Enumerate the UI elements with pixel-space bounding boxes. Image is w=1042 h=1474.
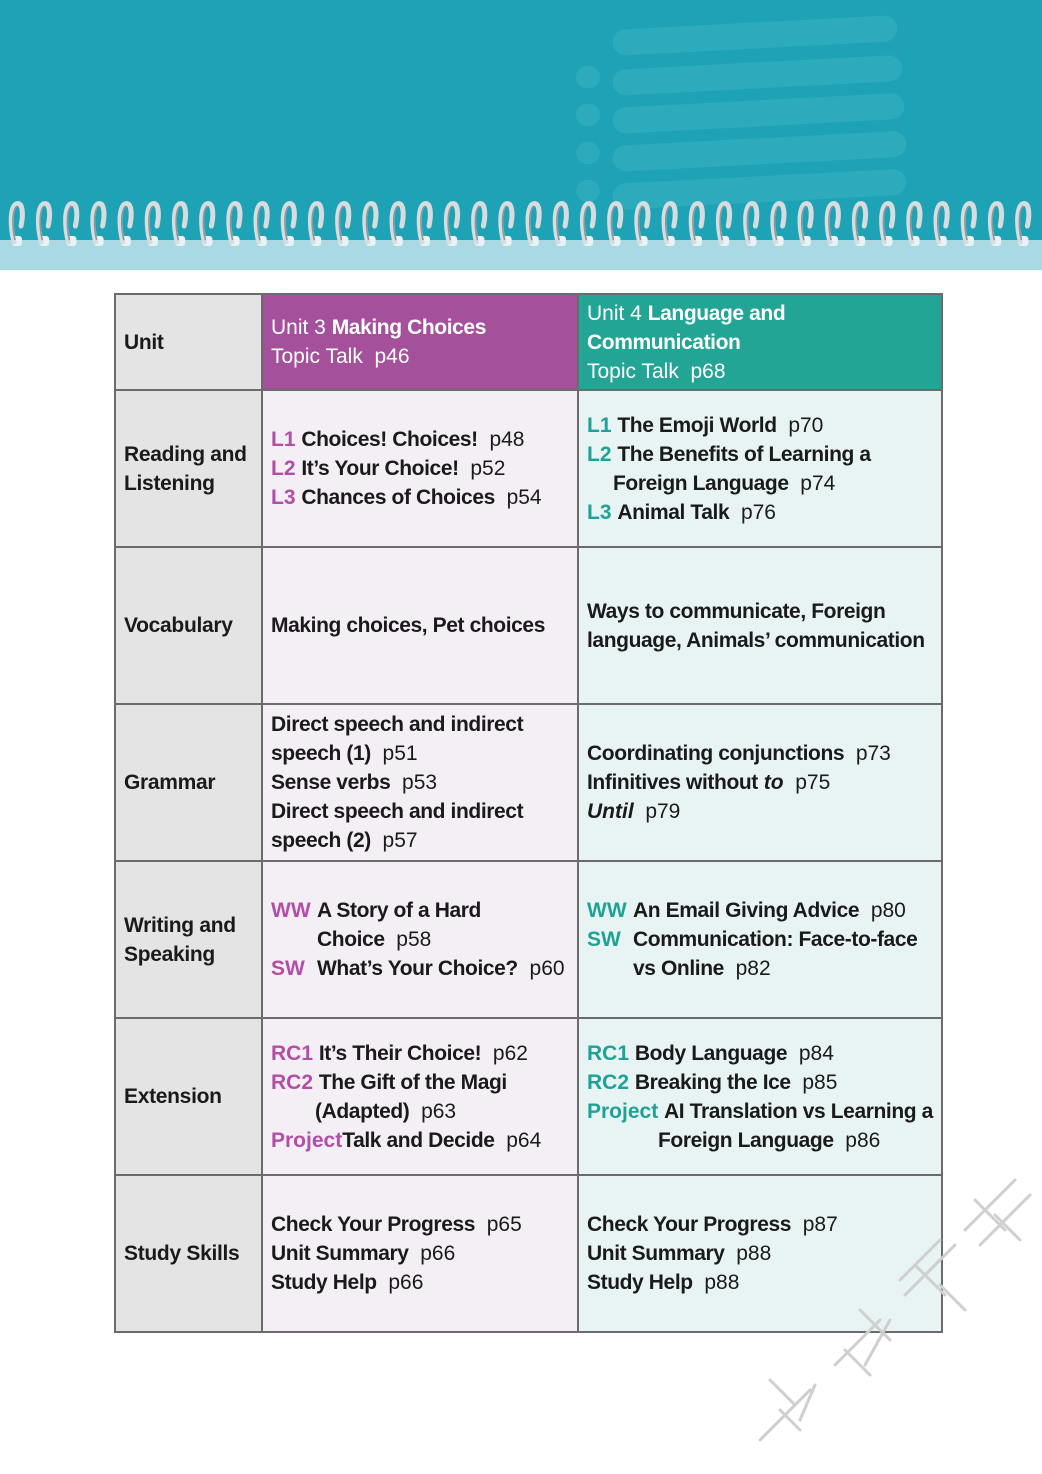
lesson-title: The Gift of the Magi bbox=[318, 1070, 507, 1094]
spiral-ring bbox=[909, 204, 920, 246]
study-label: Study Skills bbox=[124, 1242, 240, 1265]
spiral-binding-icon bbox=[0, 196, 1042, 254]
list-item bbox=[271, 483, 569, 512]
lesson-title: Communication: Face-to-face bbox=[633, 928, 918, 951]
page-number: p66 bbox=[388, 1271, 424, 1294]
list-item bbox=[271, 1239, 569, 1268]
page-number: p73 bbox=[855, 742, 891, 765]
reading-label-line2: Listening bbox=[124, 471, 215, 495]
spiral-ring bbox=[582, 204, 593, 246]
unit3-extension-cell bbox=[262, 1018, 578, 1175]
spiral-ring bbox=[310, 204, 321, 246]
reading-label-line1: Reading and bbox=[124, 442, 247, 466]
spiral-ring bbox=[38, 204, 49, 246]
spiral-ring bbox=[1018, 204, 1029, 246]
unit3-topic-talk: Topic Talk bbox=[271, 345, 363, 368]
spiral-ring bbox=[746, 204, 757, 246]
row-label-unit bbox=[115, 294, 262, 390]
table-row-unit bbox=[115, 294, 942, 390]
lesson-title-cont: Choice bbox=[317, 928, 385, 951]
grammar-item: Direct speech and indirect bbox=[271, 800, 524, 823]
spiral-ring bbox=[637, 204, 648, 246]
study-item: Check Your Progress bbox=[587, 1213, 792, 1236]
lesson-title-cont: vs Online bbox=[633, 957, 724, 980]
unit3-writing-cell bbox=[262, 861, 578, 1018]
list-item bbox=[587, 1039, 933, 1068]
page-number: p65 bbox=[486, 1213, 522, 1236]
page-number: p70 bbox=[788, 413, 824, 437]
unit4-topic-page: p68 bbox=[690, 359, 726, 383]
spiral-ring bbox=[501, 204, 512, 246]
lesson-code: L2 bbox=[587, 442, 612, 466]
page-number: p52 bbox=[470, 457, 506, 480]
lesson-title: It’s Your Choice! bbox=[301, 457, 459, 480]
lesson-title: The Benefits of Learning a bbox=[617, 442, 871, 466]
list-item bbox=[271, 1039, 569, 1068]
lesson-code: WW bbox=[271, 899, 311, 922]
spiral-ring bbox=[664, 204, 675, 246]
spiral-ring bbox=[66, 204, 77, 246]
list-item bbox=[587, 411, 933, 440]
spiral-ring bbox=[555, 204, 566, 246]
unit3-topic-page: p46 bbox=[374, 345, 410, 368]
unit3-reading-cell bbox=[262, 390, 578, 547]
unit4-reading-cell bbox=[578, 390, 942, 547]
lesson-code: WW bbox=[587, 899, 627, 922]
lesson-title-cont: Foreign Language bbox=[613, 471, 789, 495]
unit4-title: Language and Communication bbox=[587, 301, 786, 354]
grammar-item: Coordinating conjunctions bbox=[587, 742, 845, 765]
study-item: Study Help bbox=[587, 1271, 693, 1294]
page-number: p64 bbox=[506, 1128, 542, 1152]
vocabulary-label: Vocabulary bbox=[124, 614, 233, 637]
page-number: p63 bbox=[421, 1099, 457, 1123]
writing-label-line2: Speaking bbox=[124, 942, 215, 966]
page-number: p88 bbox=[704, 1271, 740, 1294]
spiral-ring bbox=[936, 204, 947, 246]
lesson-title: Body Language bbox=[634, 1041, 788, 1065]
lesson-title: Animal Talk bbox=[617, 500, 730, 524]
page-number: p75 bbox=[795, 771, 831, 794]
study-item: Check Your Progress bbox=[271, 1213, 476, 1236]
row-label-writing bbox=[115, 861, 262, 1018]
page-number: p84 bbox=[798, 1041, 834, 1065]
spiral-ring bbox=[800, 204, 811, 246]
page-number: p82 bbox=[735, 957, 771, 980]
study-item: Study Help bbox=[271, 1271, 377, 1294]
list-item-continuation bbox=[587, 469, 933, 498]
spiral-ring bbox=[963, 204, 974, 246]
unit4-topic-talk: Topic Talk bbox=[587, 359, 679, 383]
spiral-ring bbox=[854, 204, 865, 246]
grammar-item: Sense verbs bbox=[271, 771, 391, 794]
lesson-code: L3 bbox=[587, 500, 612, 524]
vocabulary-text-line2: language, Animals’ communication bbox=[587, 628, 925, 652]
lesson-title: What’s Your Choice? bbox=[317, 957, 518, 980]
grammar-item-italic: to bbox=[763, 771, 784, 794]
table-row-extension bbox=[115, 1018, 942, 1175]
lesson-title: Breaking the Ice bbox=[634, 1070, 791, 1094]
lesson-code: Project bbox=[271, 1128, 343, 1152]
lesson-title: Chances of Choices bbox=[301, 486, 495, 509]
list-item bbox=[587, 1068, 933, 1097]
vocabulary-text-line1: Ways to communicate, Foreign bbox=[587, 599, 886, 623]
unit4-header bbox=[578, 294, 942, 390]
lesson-title-cont: Foreign Language bbox=[658, 1128, 834, 1152]
unit-label: Unit bbox=[124, 330, 164, 354]
lesson-title: Talk and Decide bbox=[342, 1128, 495, 1152]
page-number: p88 bbox=[736, 1242, 772, 1265]
page-number: p80 bbox=[870, 899, 906, 922]
list-item bbox=[271, 1268, 569, 1297]
spiral-ring bbox=[773, 204, 784, 246]
spiral-ring bbox=[882, 204, 893, 246]
lesson-code: RC2 bbox=[587, 1070, 630, 1094]
lesson-code: SW bbox=[271, 957, 305, 980]
page-number: p58 bbox=[396, 928, 432, 951]
unit4-vocabulary-cell bbox=[578, 547, 942, 704]
unit3-vocabulary-cell bbox=[262, 547, 578, 704]
table-row-vocabulary bbox=[115, 547, 942, 704]
spiral-ring bbox=[474, 204, 485, 246]
grammar-item: Direct speech and indirect bbox=[271, 713, 524, 736]
watermark-logo bbox=[740, 1170, 1040, 1460]
spiral-ring bbox=[202, 204, 213, 246]
page-number: p79 bbox=[645, 800, 681, 823]
spiral-ring bbox=[11, 204, 22, 246]
row-label-study bbox=[115, 1175, 262, 1332]
lesson-title-cont: (Adapted) bbox=[315, 1099, 410, 1123]
lesson-code: RC2 bbox=[271, 1070, 314, 1094]
vocabulary-text: Making choices, Pet choices bbox=[271, 614, 545, 637]
page-number: p51 bbox=[382, 742, 418, 765]
list-item bbox=[271, 454, 569, 483]
page-number: p57 bbox=[382, 829, 418, 852]
grammar-item-cont: speech (1) bbox=[271, 742, 371, 765]
unit3-prefix: Unit 3 bbox=[271, 316, 326, 339]
row-label-vocabulary bbox=[115, 547, 262, 704]
spiral-ring bbox=[120, 204, 131, 246]
list-item bbox=[271, 1210, 569, 1239]
writing-label-line1: Writing and bbox=[124, 913, 236, 937]
spiral-ring bbox=[338, 204, 349, 246]
list-item bbox=[587, 1097, 933, 1126]
spiral-ring bbox=[419, 204, 430, 246]
table-row-grammar bbox=[115, 704, 942, 861]
spiral-ring bbox=[365, 204, 376, 246]
page-number: p48 bbox=[489, 428, 525, 451]
lesson-code: L3 bbox=[271, 486, 296, 509]
extension-label: Extension bbox=[124, 1085, 222, 1108]
grammar-label: Grammar bbox=[124, 771, 216, 794]
list-item bbox=[587, 498, 933, 527]
grammar-item-italic: Until bbox=[587, 800, 634, 823]
page-number: p76 bbox=[740, 500, 776, 524]
spiral-ring bbox=[229, 204, 240, 246]
list-item bbox=[271, 954, 569, 983]
lesson-code: L2 bbox=[271, 457, 296, 480]
lesson-code: L1 bbox=[271, 428, 296, 451]
unit3-study-cell bbox=[262, 1175, 578, 1332]
spiral-ring bbox=[718, 204, 729, 246]
spiral-ring bbox=[691, 204, 702, 246]
unit4-prefix: Unit 4 bbox=[587, 301, 642, 325]
lesson-title: Choices! Choices! bbox=[301, 428, 478, 451]
unit4-extension-cell bbox=[578, 1018, 942, 1175]
page-number: p62 bbox=[492, 1041, 528, 1065]
spiral-ring bbox=[93, 204, 104, 246]
lesson-code: SW bbox=[587, 928, 621, 951]
unit3-header bbox=[262, 294, 578, 390]
unit4-grammar-cell bbox=[578, 704, 942, 861]
row-label-extension bbox=[115, 1018, 262, 1175]
lesson-title: An Email Giving Advice bbox=[633, 899, 860, 922]
list-item bbox=[587, 925, 933, 954]
lesson-title: A Story of a Hard bbox=[317, 899, 481, 922]
list-item bbox=[587, 896, 933, 925]
lesson-code: RC1 bbox=[271, 1041, 314, 1065]
list-item bbox=[271, 1068, 569, 1097]
spiral-ring bbox=[147, 204, 158, 246]
page-number: p74 bbox=[800, 471, 836, 495]
spiral-ring bbox=[256, 204, 267, 246]
row-label-grammar bbox=[115, 704, 262, 861]
lesson-title: The Emoji World bbox=[617, 413, 777, 437]
unit4-writing-cell bbox=[578, 861, 942, 1018]
list-item-continuation bbox=[271, 925, 569, 954]
spiral-ring bbox=[446, 204, 457, 246]
page-number: p86 bbox=[845, 1128, 881, 1152]
page-number: p85 bbox=[802, 1070, 838, 1094]
unit3-grammar-cell bbox=[262, 704, 578, 861]
grammar-item: Infinitives without bbox=[587, 771, 758, 794]
spiral-ring bbox=[528, 204, 539, 246]
lesson-title: AI Translation vs Learning a bbox=[664, 1099, 933, 1123]
grammar-item-cont: speech (2) bbox=[271, 829, 371, 852]
list-item bbox=[271, 1126, 569, 1155]
list-item bbox=[587, 440, 933, 469]
spiral-ring bbox=[990, 204, 1001, 246]
table-row-writing bbox=[115, 861, 942, 1018]
lesson-code: Project bbox=[587, 1099, 659, 1123]
list-item-continuation bbox=[587, 954, 933, 983]
spiral-ring bbox=[174, 204, 185, 246]
spiral-ring bbox=[392, 204, 403, 246]
row-label-reading bbox=[115, 390, 262, 547]
page-number: p60 bbox=[529, 957, 565, 980]
unit3-title: Making Choices bbox=[331, 316, 486, 339]
page-number: p66 bbox=[420, 1242, 456, 1265]
spiral-ring bbox=[827, 204, 838, 246]
lesson-code: L1 bbox=[587, 413, 612, 437]
list-item-continuation bbox=[271, 1097, 569, 1126]
study-item: Unit Summary bbox=[271, 1242, 409, 1265]
lesson-code: RC1 bbox=[587, 1041, 630, 1065]
study-item: Unit Summary bbox=[587, 1242, 725, 1265]
list-item bbox=[271, 425, 569, 454]
spiral-ring bbox=[283, 204, 294, 246]
list-item-continuation bbox=[587, 1126, 933, 1155]
page-number: p87 bbox=[802, 1213, 838, 1236]
table-row-reading bbox=[115, 390, 942, 547]
page-number: p54 bbox=[506, 486, 542, 509]
list-item bbox=[271, 896, 569, 925]
page-number: p53 bbox=[402, 771, 438, 794]
spiral-ring bbox=[610, 204, 621, 246]
lesson-title: It’s Their Choice! bbox=[318, 1041, 482, 1065]
